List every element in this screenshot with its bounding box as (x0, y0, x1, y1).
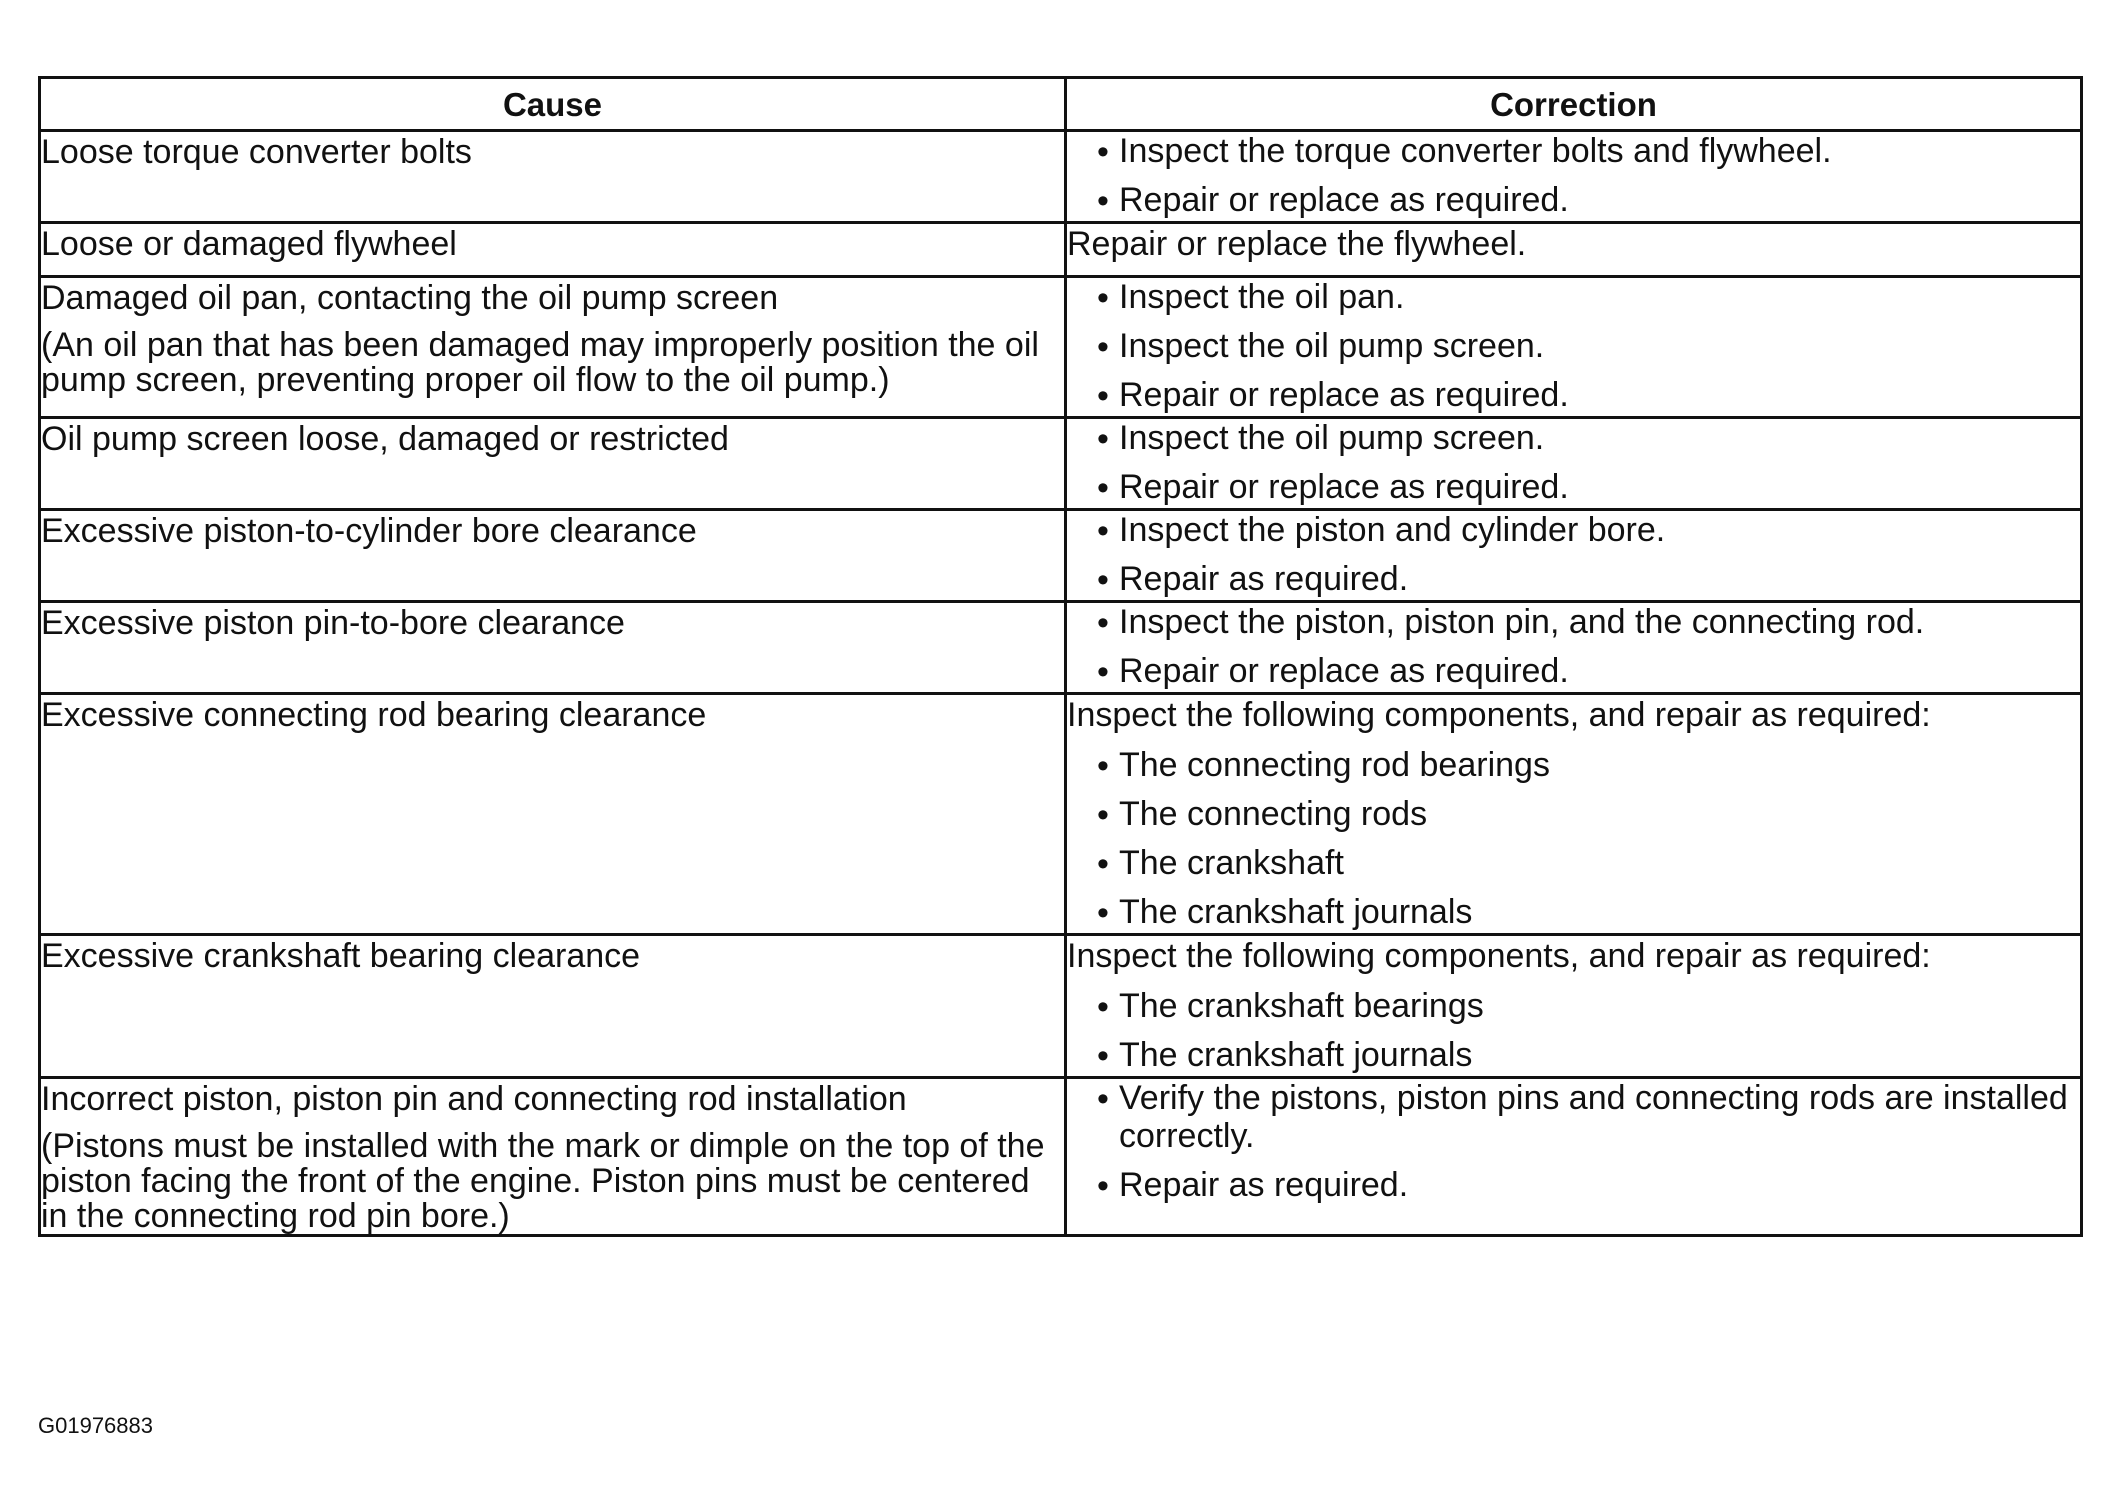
cause-text: Oil pump screen loose, damaged or restricted (41, 420, 729, 458)
cause-text: Loose torque converter bolts (41, 133, 472, 171)
cause-cell (40, 418, 1066, 510)
correction-list (1067, 511, 2080, 598)
list-item (1067, 893, 2080, 931)
bullet-icon: • (1097, 279, 1109, 317)
bullet-icon: • (1097, 747, 1109, 785)
correction-step: The connecting rods (1119, 795, 1428, 833)
correction-step: Repair or replace as required. (1119, 652, 1569, 690)
table-row (40, 223, 2082, 277)
bullet-icon: • (1097, 133, 1109, 171)
cause-note: (An oil pan that has been damaged may improperly position the oil pump screen, preventing proper oil flow to the oil pump.) (41, 326, 1039, 399)
table-row (40, 277, 2082, 418)
correction-step: Inspect the oil pump screen. (1119, 327, 1545, 365)
header-correction: Correction (1066, 78, 2082, 131)
correction-cell (1066, 1078, 2082, 1236)
list-item (1067, 560, 2080, 598)
correction-cell (1066, 935, 2082, 1078)
correction-step: Repair or replace as required. (1119, 468, 1569, 506)
correction-step: The crankshaft (1119, 844, 1344, 882)
list-item (1067, 746, 2080, 784)
list-item (1067, 652, 2080, 690)
bullet-icon: • (1097, 377, 1109, 415)
list-item (1067, 468, 2080, 506)
correction-list (1067, 132, 2080, 219)
correction-cell (1066, 277, 2082, 418)
list-item (1067, 278, 2080, 316)
correction-list (1067, 746, 2080, 931)
correction-list (1067, 603, 2080, 690)
bullet-icon: • (1097, 420, 1109, 458)
bullet-icon: • (1097, 1080, 1109, 1118)
bullet-icon: • (1097, 894, 1109, 932)
bullet-icon: • (1097, 1167, 1109, 1205)
correction-cell (1066, 223, 2082, 277)
correction-step: Repair or replace as required. (1119, 181, 1569, 219)
bullet-icon: • (1097, 604, 1109, 642)
cause-text: Excessive piston pin-to-bore clearance (41, 604, 625, 642)
table-row (40, 131, 2082, 223)
list-item (1067, 181, 2080, 219)
bullet-icon: • (1097, 845, 1109, 883)
bullet-icon: • (1097, 512, 1109, 550)
cause-note: (Pistons must be installed with the mark or dimple on the top of the piston facing the front of the engine. Piston pins must be centered in the connecting rod pin bore.) (41, 1127, 1045, 1235)
correction-step: Inspect the piston and cylinder bore. (1119, 511, 1666, 549)
correction-cell (1066, 510, 2082, 602)
correction-list (1067, 987, 2080, 1074)
list-item (1067, 327, 2080, 365)
bullet-icon: • (1097, 561, 1109, 599)
cause-cell (40, 935, 1066, 1078)
correction-step: The crankshaft bearings (1119, 987, 1484, 1025)
list-item (1067, 844, 2080, 882)
correction-step: Inspect the oil pump screen. (1119, 419, 1545, 457)
table-row (40, 1078, 2082, 1236)
cause-text: Loose or damaged flywheel (41, 225, 457, 263)
table-body (40, 131, 2082, 1236)
correction-step: Inspect the torque converter bolts and flywheel. (1119, 132, 1832, 170)
header-row (40, 78, 2082, 131)
cause-text: Excessive crankshaft bearing clearance (41, 937, 641, 975)
list-item (1067, 1166, 2080, 1204)
table-row (40, 935, 2082, 1078)
cause-cell (40, 223, 1066, 277)
bullet-icon: • (1097, 1037, 1109, 1075)
correction-list (1067, 278, 2080, 414)
list-item (1067, 1079, 2080, 1155)
correction-step: Inspect the piston, piston pin, and the connecting rod. (1119, 603, 1925, 641)
correction-cell (1066, 602, 2082, 694)
table-row (40, 510, 2082, 602)
cause-cell (40, 510, 1066, 602)
cause-cell (40, 602, 1066, 694)
bullet-icon: • (1097, 653, 1109, 691)
correction-cell (1066, 131, 2082, 223)
list-item (1067, 1036, 2080, 1074)
list-item (1067, 795, 2080, 833)
correction-list (1067, 419, 2080, 506)
correction-step: Repair as required. (1119, 560, 1409, 598)
correction-step: The crankshaft journals (1119, 893, 1473, 931)
cause-text: Damaged oil pan, contacting the oil pump screen (41, 279, 779, 317)
list-item (1067, 419, 2080, 457)
bullet-icon: • (1097, 469, 1109, 507)
table-row (40, 694, 2082, 935)
correction-step: Inspect the oil pan. (1119, 278, 1405, 316)
correction-intro: Repair or replace the flywheel. (1067, 225, 1527, 263)
list-item (1067, 603, 2080, 641)
correction-cell (1066, 694, 2082, 935)
cause-cell (40, 277, 1066, 418)
bullet-icon: • (1097, 328, 1109, 366)
cause-text: Excessive piston-to-cylinder bore clearance (41, 512, 697, 550)
cause-cell (40, 694, 1066, 935)
table-row (40, 602, 2082, 694)
cause-cell (40, 131, 1066, 223)
correction-step: The connecting rod bearings (1119, 746, 1550, 784)
correction-intro: Inspect the following components, and repair as required: (1067, 937, 1931, 975)
cause-cell (40, 1078, 1066, 1236)
list-item (1067, 132, 2080, 170)
figure-id: G01976883 (38, 1413, 153, 1438)
list-item (1067, 376, 2080, 414)
correction-intro: Inspect the following components, and repair as required: (1067, 696, 1931, 734)
cause-correction-table (38, 76, 2083, 1237)
correction-step: The crankshaft journals (1119, 1036, 1473, 1074)
bullet-icon: • (1097, 182, 1109, 220)
correction-step: Repair or replace as required. (1119, 376, 1569, 414)
bullet-icon: • (1097, 988, 1109, 1026)
bullet-icon: • (1097, 796, 1109, 834)
table-row (40, 418, 2082, 510)
correction-list (1067, 1079, 2080, 1204)
correction-cell (1066, 418, 2082, 510)
correction-step: Verify the pistons, piston pins and connecting rods are installed correctly. (1119, 1079, 2068, 1155)
cause-text: Incorrect piston, piston pin and connecting rod installation (41, 1080, 907, 1118)
list-item (1067, 987, 2080, 1025)
correction-step: Repair as required. (1119, 1166, 1409, 1204)
list-item (1067, 511, 2080, 549)
cause-text: Excessive connecting rod bearing clearance (41, 696, 707, 734)
header-cause: Cause (40, 78, 1066, 131)
